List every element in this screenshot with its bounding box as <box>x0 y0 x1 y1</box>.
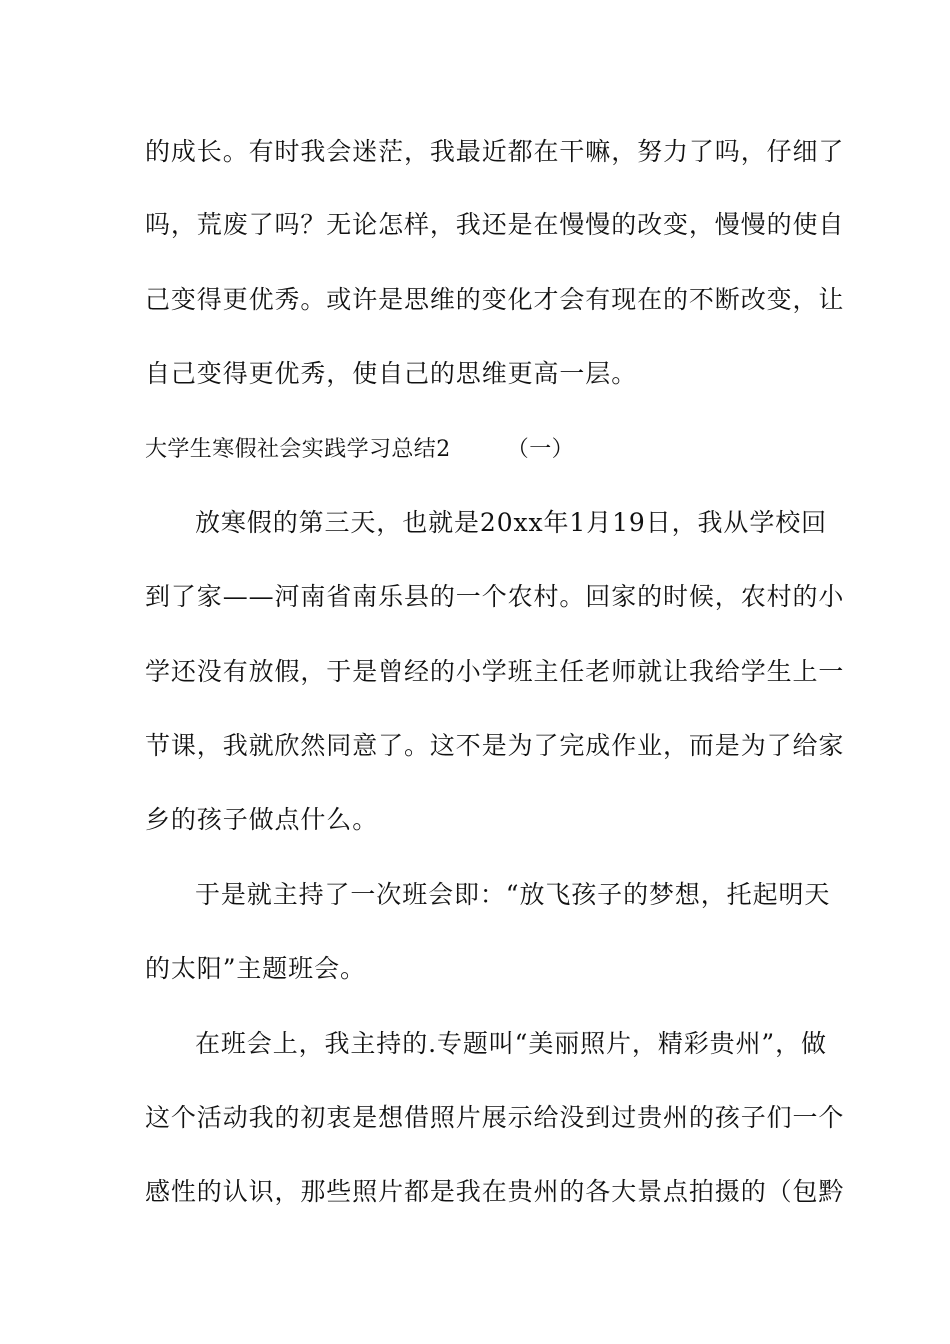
body-text-line: 节课，我就欣然同意了。这不是为了完成作业，而是为了给家 <box>145 731 845 760</box>
body-text-line: 吗，荒废了吗？无论怎样，我还是在慢慢的改变，慢慢的使自 <box>145 210 845 239</box>
body-text-line: 的成长。有时我会迷茫，我最近都在干嘛，努力了吗，仔细了 <box>145 137 845 166</box>
body-text-line: 学还没有放假，于是曾经的小学班主任老师就让我给学生上一 <box>145 657 845 686</box>
body-text-line: 到了家——河南省南乐县的一个农村。回家的时候，农村的小 <box>145 582 845 611</box>
body-text-line: 己变得更优秀。或许是思维的变化才会有现在的不断改变，让 <box>145 285 845 314</box>
body-text-line: 放寒假的第三天，也就是20xx年1月19日，我从学校回 <box>195 508 828 537</box>
body-text-line: 于是就主持了一次班会即：“放飞孩子的梦想，托起明天 <box>195 880 831 909</box>
body-text-line: 这个活动我的初衷是想借照片展示给没到过贵州的孩子们一个 <box>145 1103 845 1132</box>
body-text-line: 感性的认识，那些照片都是我在贵州的各大景点拍摄的（包黔 <box>145 1177 845 1206</box>
body-text-line: 自己变得更优秀，使自己的思维更高一层。 <box>145 359 638 388</box>
body-text-line: 的太阳”主题班会。 <box>145 954 366 983</box>
body-text-line: 在班会上，我主持的.专题叫“美丽照片，精彩贵州”，做 <box>195 1029 827 1058</box>
section-heading: 大学生寒假社会实践学习总结2 （一） <box>145 437 574 462</box>
body-text-line: 乡的孩子做点什么。 <box>145 805 379 834</box>
